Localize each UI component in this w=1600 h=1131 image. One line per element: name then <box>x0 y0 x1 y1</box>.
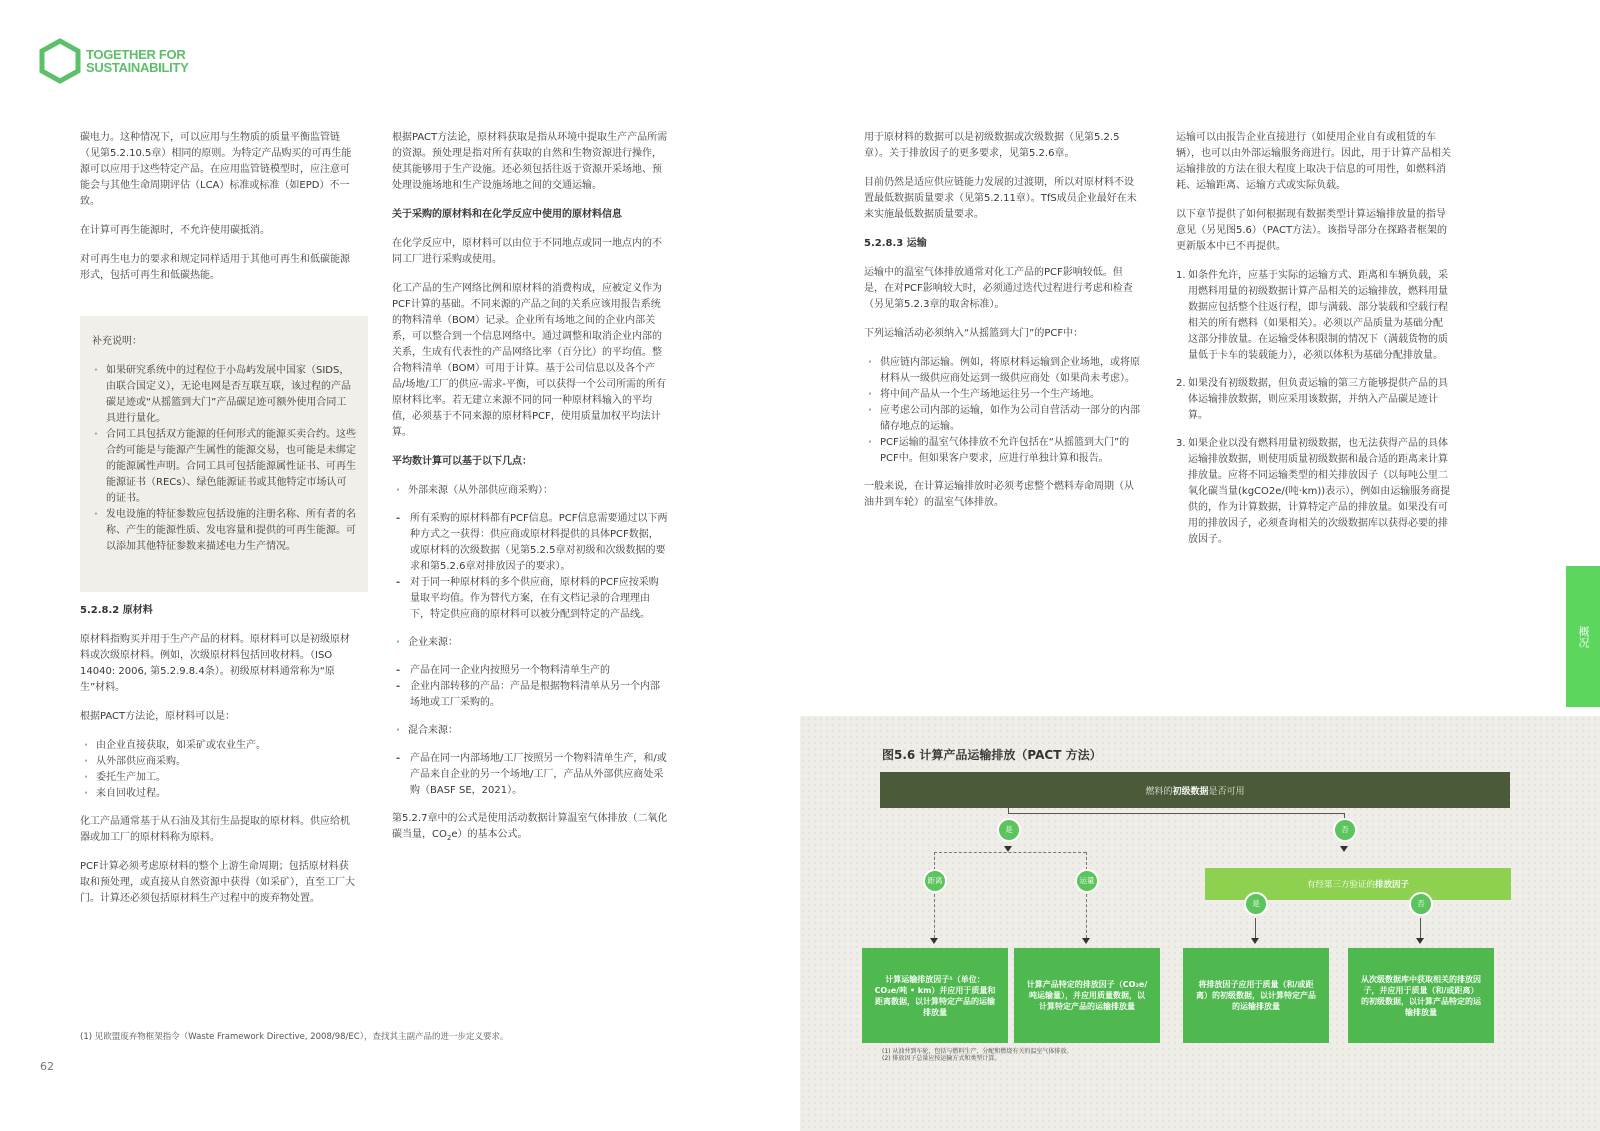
list-item: - 产品在同一企业内按照另一个物料清单生产的 <box>392 663 668 679</box>
column-1 <box>80 130 356 297</box>
decision-verified-factor: 有经第三方验证的 排放因子 <box>1205 868 1511 900</box>
paragraph: 下列运输活动必须纳入“从摇篮到大门”的PCF中： <box>864 328 1084 339</box>
list-item: - 产品在同一内部场地/工厂按照另一个物料清单生产，和/或产品来自企业的另一个场地/工厂，产品从外部供应商处采购（BASF SE，2021）。 <box>392 751 668 799</box>
list-item: · 外部来源（从外部供应商采购）： <box>392 483 668 499</box>
list-item: · 企业来源： <box>392 635 668 651</box>
paragraph: PCF计算必须考虑原材料的整个上游生命周期；包括原材料获取和预处理，或直接从自然资源中获得（如采矿），直至工厂大门。计算还必须包括原材料生产过程中的废弃物处置。 <box>80 861 355 904</box>
bullet-list <box>392 635 668 651</box>
logo <box>38 38 188 84</box>
bullet-list <box>80 738 356 802</box>
list-item: · 如果研究系统中的过程位于小岛屿发展中国家（SIDS，由联合国定义），无论电网是否互联互联，该过程的产品碳足迹或“从摇篮到大门”产品碳足迹可额外使用合同工具进行量化。 <box>92 363 356 427</box>
list-item: · 委托生产加工。 <box>80 770 356 786</box>
list-item: · 将中间产品从一个生产场地运往另一个生产场地。 <box>864 387 1140 403</box>
sub-list <box>392 511 668 623</box>
list-item: - 企业内部转移的产品：产品是根据物料清单从另一个内部场地或工厂采购的。 <box>392 679 668 711</box>
paragraph: 运输中的温室气体排放通常对化工产品的PCF影响较低。但是，在对PCF影响较大时，必须通过迭代过程进行考虑和检查（另见第5.2.3章的取舍标准）。 <box>864 267 1133 310</box>
yes-node: 是 <box>997 818 1021 842</box>
connector-line <box>1086 894 1087 938</box>
list-item: · 应考虑公司内部的运输，如作为公司自营活动一部分的内部储存地点的运输。 <box>864 403 1140 435</box>
bullet-list <box>864 355 1140 467</box>
section-heading: 5.2.8.2 原材料 <box>80 605 153 616</box>
paragraph: 以下章节提供了如何根据现有数据类型计算运输排放量的指导意见（另见图5.6）（PACT方法）。该指导部分在探路者框架的更新版本中已不再提供。 <box>1176 209 1448 252</box>
footnote: (1) 见欧盟废弃物框架指令（Waste Framework Directive, 2008/98/EC），查找其主副产品的进一步定义要求。 <box>80 1032 509 1042</box>
paragraph: 一般来说，在计算运输排放时必须考虑整个燃料寿命周期（从油井到车轮）的温室气体排放。 <box>864 481 1134 508</box>
connector-line <box>1008 813 1344 814</box>
paragraph: 化工产品的生产网络比例和原材料的消费构成，应被定义作为PCF计算的基础。不同来源的产品之间的关系应该用报告系统的物料清单（BOM）记录。企业所有场地之间的企业内部关系，可以整合到一个信息网络中。通过调整和取消企业内部的关系，生成有代表性的产品网络比率（百分比）的平均值。整合物料清单（BOM）可用于计算。基于公司信息以及各个产品/场地/工厂的供应-需求-平衡，可以获得一个公司所需的所有原材料比率。若无建立来源不同的同一种原材料输入的平均值，必须基于不同来源的原材料PCF，使用质量加权平均法计算。 <box>392 283 666 438</box>
list-item: - 对于同一种原材料的多个供应商，原材料的PCF应按采购量取平均值。作为替代方案，在有文档记录的合理理由下，特定供应商的原材料可以被分配到特定的产品线。 <box>392 575 668 623</box>
connector-line <box>1086 852 1087 870</box>
numbered-list <box>1176 268 1452 548</box>
paragraph: 原材料指购买并用于生产产品的材料。原材料可以是初级原材料或次级原材料。例如，次级原材料包括回收材料。（ISO 14040: 2006, 第5.2.9.8.4条）。初级原材料通常称为“原生”材料。 <box>80 634 350 693</box>
connector-line <box>1420 918 1421 938</box>
note-list <box>92 363 356 555</box>
connector-line <box>934 852 1086 853</box>
column-4 <box>1176 130 1452 560</box>
connector-line <box>1255 918 1256 938</box>
list-item: · 从外部供应商采购。 <box>80 754 356 770</box>
arrow-down-icon <box>1340 846 1348 852</box>
paragraph: 对可再生电力的要求和规定同样适用于其他可再生和低碳能源形式，包括可再生和低碳热能。 <box>80 254 350 281</box>
list-item: 1. 如条件允许，应基于实际的运输方式、距离和车辆负载，采用燃料用量的初级数据计算产品相关的运输排放，燃料用量数据应包括整个往返行程，即与满载、部分装载和空载行程相关的所有燃料（如果相关）。必须以产品质量为基础分配这部分排放量。在运输受体积限制的情况下（满载货物的质量低于卡车的装载能力），必须以体积为基础分配排放量。 <box>1176 270 1448 361</box>
arrow-down-icon <box>1082 938 1090 944</box>
list-item: · 来自回收过程。 <box>80 786 356 802</box>
hexagon-logo-icon <box>38 38 82 84</box>
paragraph: 用于原材料的数据可以是初级数据或次级数据（见第5.2.5章）。关于排放因子的更多要求，见第5.2.6章。 <box>864 132 1120 159</box>
paragraph: 化工产品通常基于从石油及其衍生品提取的原材料。供应给机器或加工厂的原材料称为原料。 <box>80 816 350 843</box>
outcome-box-2: 计算产品特定的排放因子（CO₂e/吨运输量），并应用质量数据，以计算特定产品的运输排放量 <box>1014 948 1160 1043</box>
sub-list <box>392 751 668 799</box>
list-item: · PCF运输的温室气体排放不允许包括在“从摇篮到大门”的PCF中。但如果客户要求，应进行单独计算和报告。 <box>864 435 1140 467</box>
list-item: · 合同工具包括双方能源的任何形式的能源买卖合约。这些合约可能是与能源产生属性的能源交易，也可能是未绑定的能源属性声明。合同工具可包括能源属性证书、可再生能源证书（RECs）、绿色能源证书或其他特定市场认可的证书。 <box>92 427 356 507</box>
figure-notes: (1) 从油井到车轮，包括与燃料生产、分配和燃烧有关的温室气体排放。 (2) 排放因子总量应按运输方式和类型计算。 <box>882 1048 1073 1062</box>
list-item: · 由企业直接获取，如采矿或农业生产。 <box>80 738 356 754</box>
column-3 <box>864 130 1140 524</box>
arrow-down-icon <box>1416 938 1424 944</box>
paragraph: 在化学反应中，原材料可以由位于不同地点或同一地点内的不同工厂进行采购或使用。 <box>392 238 662 265</box>
list-item: · 发电设施的特征参数应包括设施的注册名称、所有者的名称、产生的能源性质、发电容量和提供的可再生能源。可以添加其他特征参数来描述电力生产情况。 <box>92 507 356 555</box>
list-item: - 所有采购的原材料都有PCF信息。PCF信息需要通过以下两种方式之一获得：供应商或原材料提供的具体PCF数据，或原材料的次级数据（见第5.2.5章对初级和次级数据的要求和第5.2.6章对排放因子的要求）。 <box>392 511 668 575</box>
list-item: · 供应链内部运输。例如，将原材料运输到企业场地，或将原材料从一级供应商处运到一级供应商处（如果尚未考虑）。 <box>864 355 1140 387</box>
subheading: 关于采购的原材料和在化学反应中使用的原材料信息 <box>392 209 622 220</box>
subheading: 平均数计算可以基于以下几点： <box>392 456 532 467</box>
paragraph: 运输可以由报告企业直接进行（如使用企业自有或租赁的车辆），也可以由外部运输服务商进行。因此，用于计算产品相关运输排放的方法在很大程度上取决于信息的可用性，如燃料消耗、运输距离、运输方式或实际负载。 <box>1176 132 1451 191</box>
paragraph: 在计算可再生能源时，不允许使用碳抵消。 <box>80 225 270 236</box>
column-1-lower <box>80 603 356 920</box>
list-item: 3. 如果企业以没有燃料用量初级数据，也无法获得产品的具体运输排放数据，则使用质量初级数据和最合适的距离来计算排放量。应将不同运输类型的相关排放因子（以每吨公里二氧化碳当量(kgCO2e/(吨·km))表示），例如由运输服务商提供的，作为计算数据，计算特定产品的排放量。如果没有可用的排放因子，必须查询相关的次级数据库以获得必要的排放因子。 <box>1176 438 1451 545</box>
distance-node: 距离 <box>923 869 947 893</box>
note-title: 补充说明： <box>92 336 142 347</box>
supplementary-note-box <box>80 316 368 592</box>
no-node: 否 <box>1409 892 1433 916</box>
sub-list <box>392 663 668 711</box>
outcome-box-4: 从次级数据库中获取相关的排放因子，并应用于质量（和/或距离）的初级数据，以计算产品特定的运输排放量 <box>1348 948 1494 1043</box>
bullet-list <box>392 483 668 499</box>
page-number: 62 <box>40 1060 54 1073</box>
list-item: · 混合来源： <box>392 723 668 739</box>
bullet-list <box>392 723 668 739</box>
freight-node: 运量 <box>1075 869 1099 893</box>
paragraph: 碳电力。这种情况下，可以应用与生物质的质量平衡监管链（见第5.2.10.5章）相同的原则。为特定产品购买的可再生能源可以应用于这些特定产品。在应用监管链模型时，应注意可能会与其他生命周期评估（LCA）标准或标准（如EPD）不一致。 <box>80 132 352 207</box>
decision-fuel-data: 燃料的 初级数据 是否可用 <box>880 772 1510 808</box>
figure-title: 图5.6 计算产品运输排放（PACT 方法） <box>882 748 1102 762</box>
connector-line <box>934 894 935 938</box>
logo-text: TOGETHER FOR SUSTAINABILITY <box>86 47 189 75</box>
yes-node: 是 <box>1244 892 1268 916</box>
paragraph: 第5.2.7章中的公式是使用活动数据计算温室气体排放（二氧化碳当量，$CO_2e$）的基本公式。 <box>392 813 668 842</box>
section-heading: 5.2.8.3 运输 <box>864 238 927 249</box>
connector-line <box>934 852 935 870</box>
arrow-down-icon <box>930 938 938 944</box>
column-2 <box>392 130 668 859</box>
list-item: 2. 如果没有初级数据，但负责运输的第三方能够提供产品的具体运输排放数据，则应采用该数据，并纳入产品碳足迹计算。 <box>1176 378 1448 421</box>
outcome-box-3: 将排放因子应用于质量（和/或距离）的初级数据，以计算特定产品的运输排放量 <box>1183 948 1329 1043</box>
paragraph: 根据PACT方法论，原材料可以是： <box>80 711 236 722</box>
no-node: 否 <box>1333 818 1357 842</box>
arrow-down-icon <box>1251 938 1259 944</box>
side-tab-overview[interactable]: 概况 <box>1566 566 1600 707</box>
paragraph: 目前仍然是适应供应链能力发展的过渡期，所以对原材料不设置最低数据质量要求（见第5.2.11章）。TfS成员企业最好在未来实施最低数据质量要求。 <box>864 177 1137 220</box>
paragraph: 根据PACT方法论，原材料获取是指从环境中提取生产产品所需的资源。预处理是指对所有获取的自然和生物资源进行操作，使其能够用于生产设施。还必须包括往返于资源开采场地、预处理设施场地和生产设施场地之间的交通运输。 <box>392 132 668 191</box>
outcome-box-1: 计算运输排放因子¹（单位：CO₂e/吨 • km）并应用于质量和距离数据，以计算特定产品的运输排放量 <box>862 948 1008 1043</box>
flowchart-figure <box>800 716 1600 1131</box>
